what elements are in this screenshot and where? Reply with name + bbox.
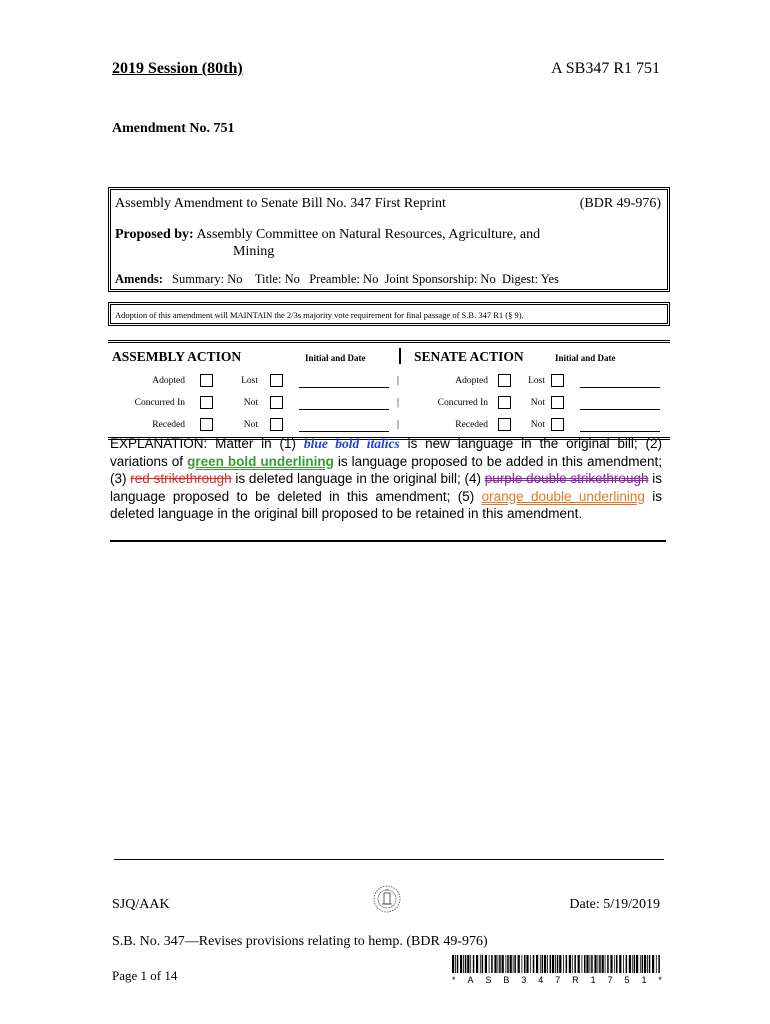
action-table — [108, 340, 670, 440]
explanation-text: is language proposed to be deleted in this amendment; (5) — [110, 471, 662, 504]
assembly-signature-line — [299, 409, 389, 410]
amends-summary: Summary: No — [172, 272, 243, 286]
assembly-receded-label: Receded — [152, 420, 185, 430]
barcode-char: * — [452, 975, 456, 985]
barcode-char: * — [658, 975, 662, 985]
drafter-initials: SJQ/AAK — [112, 897, 170, 912]
senate-not-checkbox[interactable] — [551, 396, 564, 409]
senate-signature-line — [580, 431, 660, 432]
assembly-concurred-checkbox[interactable] — [200, 396, 213, 409]
amendment-title: Assembly Amendment to Senate Bill No. 347 First Reprint — [115, 196, 446, 211]
senate-receded-label: Receded — [455, 420, 488, 430]
barcode-char: R — [572, 975, 579, 985]
barcode-char: 7 — [607, 975, 613, 985]
bill-description: S.B. No. 347—Revises provisions relating to hemp. (BDR 49-976) — [112, 934, 488, 949]
amendment-summary-box — [108, 187, 670, 292]
proposed-by-label: Proposed by: — [115, 227, 194, 242]
barcode-char: B — [503, 975, 510, 985]
document-code: A SB347 R1 751 — [551, 60, 660, 77]
senate-not-label: Not — [530, 420, 545, 430]
purple-double-strikethrough-sample: purple double strikethrough — [484, 471, 649, 486]
state-seal-icon — [372, 884, 402, 914]
session-heading: 2019 Session (80th) — [112, 60, 243, 77]
explanation-text: is deleted language in the original bill proposed to be retained in this amendment. — [110, 488, 662, 521]
amends-title: Title: No — [254, 272, 300, 286]
assembly-not-label: Not — [243, 420, 258, 430]
barcode-char: 5 — [624, 975, 630, 985]
barcode-char: 1 — [641, 975, 647, 985]
assembly-adopted-label: Adopted — [152, 376, 185, 386]
amendment-date: Date: 5/19/2019 — [569, 897, 660, 912]
adoption-note: Adoption of this amendment will MAINTAIN the 2/3s majority vote requirement for final passage of S.B. 347 R1 (§ 9). — [115, 310, 524, 320]
senate-initial-date-heading: Initial and Date — [555, 353, 616, 363]
barcode-text — [452, 975, 662, 985]
page-number: Page 1 of 14 — [112, 968, 178, 983]
barcode-char: 3 — [521, 975, 527, 985]
explanation-paragraph — [110, 435, 662, 523]
senate-not-label: Not — [530, 398, 545, 408]
bdr-number: (BDR 49-976) — [579, 196, 661, 211]
assembly-not-label: Not — [243, 398, 258, 408]
senate-concurred-checkbox[interactable] — [498, 396, 511, 409]
amends-line — [115, 272, 559, 287]
explanation-text: is new language in the original bill; (2) variations of — [110, 436, 663, 469]
senate-lost-label: Lost — [528, 376, 545, 386]
explanation-rule — [110, 540, 666, 542]
proposed-by-committee: Assembly Committee on Natural Resources, Agriculture, and — [196, 227, 541, 242]
proposed-by — [115, 226, 635, 260]
senate-action-heading: SENATE ACTION — [414, 349, 524, 364]
senate-concurred-label: Concurred In — [437, 398, 488, 408]
assembly-signature-line — [299, 387, 389, 388]
blue-bold-italics-sample: blue bold italics — [303, 436, 400, 451]
assembly-concurred-label: Concurred In — [134, 398, 185, 408]
barcode-char: 4 — [538, 975, 544, 985]
assembly-initial-date-heading: Initial and Date — [305, 353, 366, 363]
footer-rule — [114, 859, 664, 860]
amends-preamble: Preamble: No — [309, 272, 379, 286]
barcode-icon — [452, 955, 662, 973]
row-divider: | — [397, 397, 400, 408]
column-divider — [399, 348, 401, 364]
senate-signature-line — [580, 387, 660, 388]
assembly-lost-label: Lost — [241, 376, 258, 386]
explanation-text: is deleted language in the original bill; (4) — [231, 471, 485, 486]
amendment-number: Amendment No. 751 — [112, 121, 235, 136]
assembly-lost-checkbox[interactable] — [270, 374, 283, 387]
barcode-char: A — [467, 975, 474, 985]
assembly-action-heading: ASSEMBLY ACTION — [112, 349, 242, 364]
explanation-text: is language proposed to be added in this amendment; (3) — [110, 453, 662, 486]
barcode-char: 1 — [590, 975, 596, 985]
senate-not-checkbox[interactable] — [551, 418, 564, 431]
green-underline-sample: green bold underlining — [187, 453, 334, 469]
explanation-text: EXPLANATION: Matter in (1) — [110, 436, 304, 451]
assembly-receded-checkbox[interactable] — [200, 418, 213, 431]
proposed-by-committee-cont: Mining — [233, 244, 275, 259]
assembly-not-checkbox[interactable] — [270, 396, 283, 409]
senate-lost-checkbox[interactable] — [551, 374, 564, 387]
assembly-adopted-checkbox[interactable] — [200, 374, 213, 387]
amends-digest: Digest: Yes — [501, 272, 559, 286]
barcode-char: S — [485, 975, 492, 985]
senate-signature-line — [580, 409, 660, 410]
senate-adopted-label: Adopted — [455, 376, 488, 386]
amends-label: Amends: — [115, 272, 163, 286]
red-strikethrough-sample: red strikethrough — [130, 471, 232, 486]
row-divider: | — [397, 419, 400, 430]
adoption-note-box — [108, 302, 670, 326]
barcode-char: 7 — [555, 975, 561, 985]
orange-double-underline-sample: orange double underlining — [481, 488, 645, 504]
assembly-signature-line — [299, 431, 389, 432]
senate-receded-checkbox[interactable] — [498, 418, 511, 431]
row-divider: | — [397, 375, 400, 386]
senate-adopted-checkbox[interactable] — [498, 374, 511, 387]
amends-joint-sponsorship: Joint Sponsorship: No — [384, 272, 496, 286]
assembly-not-checkbox[interactable] — [270, 418, 283, 431]
